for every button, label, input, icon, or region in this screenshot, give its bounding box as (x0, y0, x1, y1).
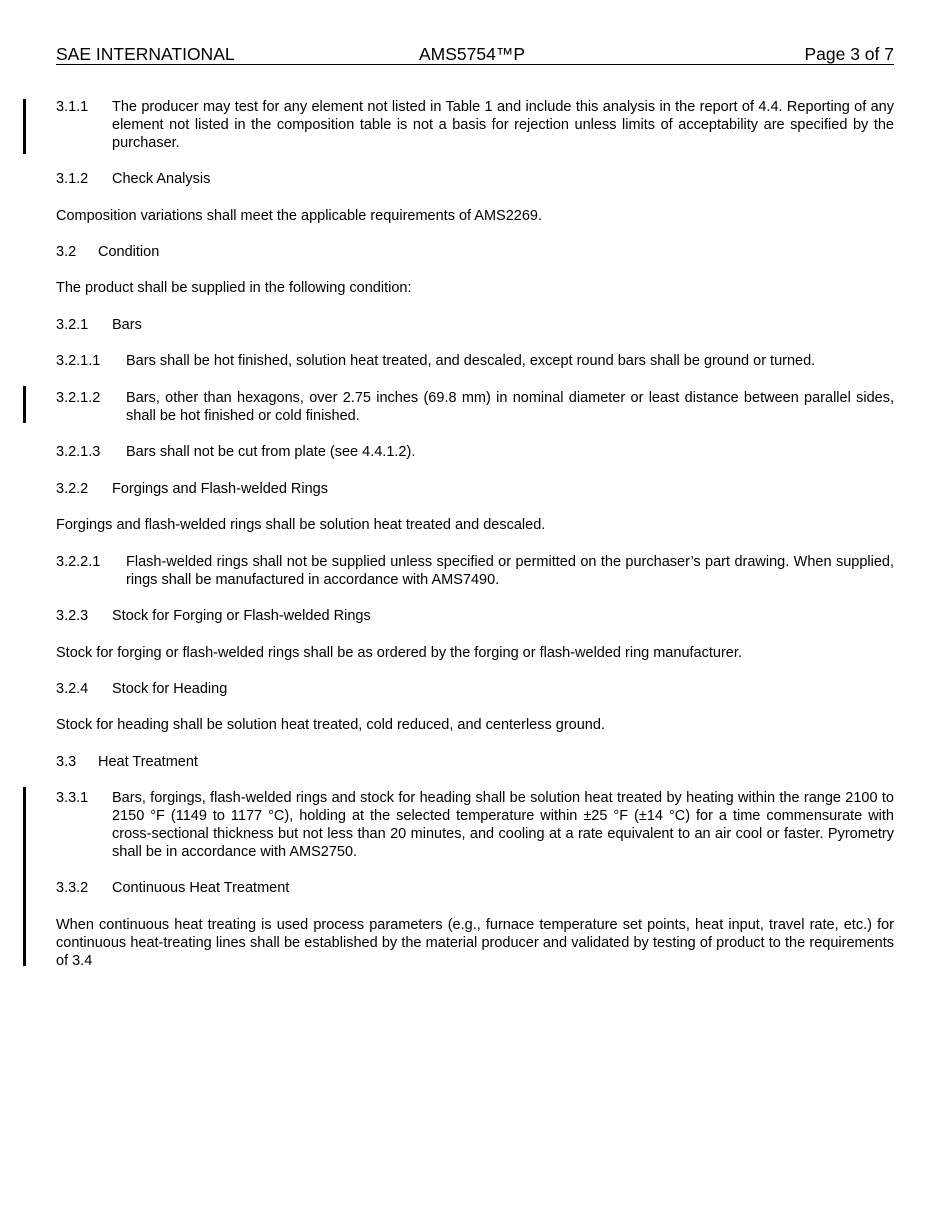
section-heading: Check Analysis (112, 171, 211, 187)
section-3-3-2 (56, 879, 894, 897)
section-number: 3.3.1 (56, 790, 89, 806)
section-number: 3.2 (56, 244, 77, 260)
revision-change-bar (23, 787, 26, 966)
section-3-2-4 (56, 680, 894, 698)
paragraph (56, 207, 894, 225)
paragraph-text: Forgings and flash-welded rings shall be solution heat treated and descaled. (56, 517, 546, 533)
section-heading: Bars (112, 317, 142, 333)
section-3-2-1-3 (56, 443, 894, 461)
section-text: Bars, forgings, flash-welded rings and stock for heading shall be solution heat treated by heating within the range 2100 to 2150 °F (1149 to 1177 °C), holding at the selected temperature within ±25 °F (±14 °C) for a time commensurate with cross-sectional thickness but not less than 20 minutes, and cooling at a rate equivalent to an air cool or faster. Pyrometry shall be in accordance with AMS2750. (112, 790, 894, 860)
revision-change-bar (23, 99, 26, 154)
section-number: 3.2.3 (56, 608, 89, 624)
section-number: 3.2.4 (56, 681, 89, 697)
section-number: 3.2.1 (56, 317, 89, 333)
section-number: 3.3 (56, 754, 77, 770)
page-header (56, 44, 894, 65)
section-3-2 (56, 243, 894, 261)
paragraph-text: Composition variations shall meet the applicable requirements of AMS2269. (56, 208, 543, 224)
section-3-2-2-1 (56, 553, 894, 589)
revision-change-bar (23, 386, 26, 423)
section-number: 3.2.1.2 (56, 390, 101, 406)
section-text: The producer may test for any element not listed in Table 1 and include this analysis in the report of 4.4. Reporting of any element not listed in the composition table is not a basis for rejection unless limits of acceptability are specified by the purchaser. (112, 99, 894, 151)
section-3-2-2 (56, 480, 894, 498)
section-heading: Stock for Forging or Flash-welded Rings (112, 608, 371, 624)
section-number: 3.1.1 (56, 99, 89, 115)
paragraph-text: The product shall be supplied in the following condition: (56, 280, 412, 296)
section-3-3 (56, 753, 894, 771)
paragraph (56, 279, 894, 297)
paragraph (56, 916, 894, 970)
section-heading: Stock for Heading (112, 681, 228, 697)
section-number: 3.2.2.1 (56, 554, 101, 570)
section-number: 3.2.2 (56, 481, 89, 497)
section-heading: Condition (98, 244, 160, 260)
paragraph-text: When continuous heat treating is used process parameters (e.g., furnace temperature set points, heat input, travel rate, etc.) for continuous heat-treating lines shall be established by the material producer and validated by testing of product to the requirements of 3.4 (56, 917, 894, 969)
section-number: 3.1.2 (56, 171, 89, 187)
paragraph (56, 644, 894, 662)
section-heading: Heat Treatment (98, 754, 198, 770)
section-3-2-1-1 (56, 352, 894, 370)
paragraph (56, 716, 894, 734)
section-3-3-1 (56, 789, 894, 861)
section-text: Bars shall not be cut from plate (see 4.4.1.2). (126, 444, 416, 460)
header-page-number: Page 3 of 7 (804, 44, 894, 64)
section-3-1-2 (56, 170, 894, 188)
section-text: Bars shall be hot finished, solution heat treated, and descaled, except round bars shall be ground or turned. (126, 353, 816, 369)
paragraph-text: Stock for forging or flash-welded rings shall be as ordered by the forging or flash-welded ring manufacturer. (56, 645, 742, 661)
section-3-2-3 (56, 607, 894, 625)
section-text: Bars, other than hexagons, over 2.75 inches (69.8 mm) in nominal diameter or least distance between parallel sides, shall be hot finished or cold finished. (126, 390, 894, 424)
section-heading: Continuous Heat Treatment (112, 880, 290, 896)
section-number: 3.2.1.1 (56, 353, 101, 369)
section-number: 3.2.1.3 (56, 444, 101, 460)
section-3-2-1-2 (56, 389, 894, 425)
paragraph (56, 516, 894, 534)
header-document-number: AMS5754™P (419, 44, 526, 64)
section-3-1-1 (56, 98, 894, 152)
section-number: 3.3.2 (56, 880, 89, 896)
section-3-2-1 (56, 316, 894, 334)
section-heading: Forgings and Flash-welded Rings (112, 481, 328, 497)
section-text: Flash-welded rings shall not be supplied unless specified or permitted on the purchaser’s part drawing. When supplied, rings shall be manufactured in accordance with AMS7490. (126, 554, 894, 588)
paragraph-text: Stock for heading shall be solution heat treated, cold reduced, and centerless ground. (56, 717, 605, 733)
header-organization: SAE INTERNATIONAL (56, 44, 235, 64)
